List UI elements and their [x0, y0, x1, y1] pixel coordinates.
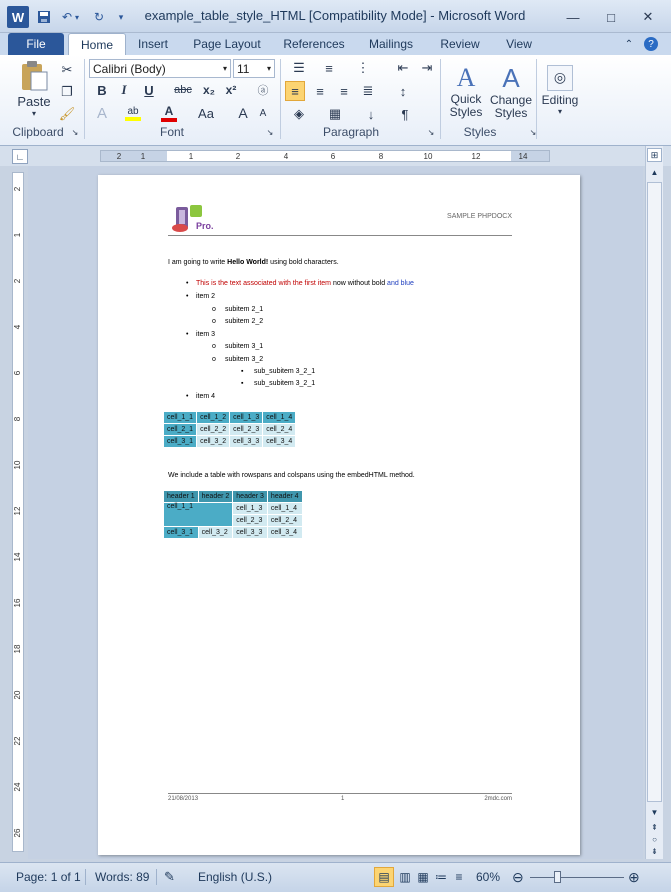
- customize-qat-icon[interactable]: ▾: [118, 11, 124, 22]
- paste-icon: [19, 60, 49, 92]
- show-formatting-icon[interactable]: ¶: [401, 106, 409, 122]
- table-row: [164, 527, 302, 538]
- draft-icon[interactable]: ≡: [455, 870, 463, 884]
- binoculars-icon: ◎: [547, 65, 573, 91]
- ruler-tick-label: 16: [13, 598, 22, 608]
- superscript-button[interactable]: x²: [225, 83, 237, 97]
- ruler-tick-label: 26: [13, 828, 22, 838]
- redo-icon[interactable]: ↻: [93, 10, 105, 24]
- copy-icon[interactable]: ❐: [61, 84, 73, 99]
- font-color-icon: A: [164, 104, 174, 118]
- group-separator: [536, 59, 537, 139]
- font-name-combo[interactable]: [89, 59, 231, 78]
- table-cell[interactable]: cell_3_3: [230, 436, 262, 447]
- circle-bullet-icon: o: [212, 318, 216, 325]
- ruler-tick-label: 20: [13, 690, 22, 700]
- table-header-cell[interactable]: header 2: [199, 491, 233, 502]
- document-page[interactable]: [98, 175, 580, 855]
- proofing-icon[interactable]: ✎: [164, 869, 175, 884]
- font-size-dropdown-icon: ▾: [266, 64, 271, 73]
- table-cell[interactable]: cell_1_3: [233, 503, 267, 514]
- group-label-clipboard: Clipboard: [12, 125, 64, 139]
- tab-references[interactable]: References: [283, 37, 345, 51]
- table-row: [164, 491, 302, 502]
- title-bar: [0, 0, 671, 33]
- quick-styles-label: Quick: [450, 92, 482, 106]
- square-bullet-icon: ▪: [241, 380, 244, 387]
- change-styles-icon: A: [502, 62, 520, 93]
- previous-page-icon[interactable]: ⇞: [651, 822, 658, 832]
- undo-dropdown-icon[interactable]: ▾: [74, 12, 79, 22]
- list-subitem: subitem 3_2: [225, 356, 264, 363]
- paste-button[interactable]: [14, 59, 54, 119]
- table-row: [164, 412, 295, 423]
- browse-object-icon[interactable]: ○: [652, 834, 657, 844]
- web-layout-icon[interactable]: ▦: [417, 870, 429, 884]
- word-app-icon[interactable]: W: [7, 6, 29, 28]
- print-layout-icon[interactable]: ▤: [374, 867, 394, 887]
- ruler-tick-label: 14: [518, 152, 528, 161]
- tab-home[interactable]: Home: [68, 33, 126, 55]
- change-styles-button[interactable]: [488, 57, 534, 125]
- group-label-font: Font: [159, 125, 184, 139]
- shrink-font-icon[interactable]: A: [259, 107, 267, 119]
- ruler-tick-label: 18: [13, 644, 22, 654]
- align-center-icon[interactable]: ≡: [316, 83, 324, 99]
- tab-file[interactable]: File: [8, 33, 64, 55]
- vertical-scrollbar[interactable]: [645, 146, 663, 859]
- outline-icon[interactable]: ≔: [435, 870, 447, 884]
- language-status[interactable]: English (U.S.): [198, 870, 273, 884]
- cut-icon[interactable]: ✂: [61, 62, 73, 77]
- footer-page-number: 1: [341, 796, 345, 802]
- change-styles-label-2: Styles: [494, 105, 528, 120]
- font-size-value: 11: [237, 61, 250, 76]
- window-title: example_table_style_HTML [Compatibility Mode] - Microsoft Word: [144, 8, 526, 23]
- group-separator: [440, 59, 441, 139]
- footer-site: 2mdc.com: [484, 796, 512, 802]
- tab-insert[interactable]: Insert: [137, 37, 168, 51]
- align-left-icon[interactable]: ≡: [285, 81, 305, 101]
- circle-bullet-icon: o: [212, 356, 216, 363]
- full-screen-reading-icon[interactable]: ▥: [399, 870, 411, 884]
- bullets-icon[interactable]: ☰: [293, 60, 305, 75]
- styles-launcher-icon[interactable]: ↘: [529, 127, 537, 137]
- save-icon[interactable]: [35, 8, 53, 26]
- shading-icon[interactable]: ◈: [294, 106, 304, 121]
- font-name-dropdown-icon: ▾: [222, 64, 227, 73]
- header-rule: [168, 235, 512, 236]
- editing-label: Editing: [541, 92, 579, 107]
- zoom-level[interactable]: 60%: [476, 870, 501, 884]
- tab-view[interactable]: View: [506, 37, 532, 51]
- list-subsubitem: sub_subitem 3_2_1: [254, 368, 316, 375]
- page-count-status[interactable]: Page: 1 of 1: [16, 870, 81, 884]
- zoom-in-icon[interactable]: ⊕: [628, 868, 640, 885]
- status-bar: [0, 862, 671, 892]
- table-cell[interactable]: cell_1_2: [197, 412, 229, 423]
- ruler-tick-label: 2: [13, 186, 22, 192]
- footer-date: 21/08/2013: [168, 796, 199, 802]
- clipboard-launcher-icon[interactable]: ↘: [71, 127, 79, 137]
- table-cell[interactable]: cell_3_1: [164, 436, 196, 447]
- zoom-slider-track[interactable]: [530, 877, 624, 878]
- group-label-paragraph: Paragraph: [322, 125, 380, 139]
- bullet-icon: •: [186, 280, 189, 287]
- table-2[interactable]: [163, 490, 303, 539]
- format-painter-icon[interactable]: 🖌: [58, 106, 76, 121]
- change-case-button[interactable]: Aa: [198, 105, 214, 121]
- list-subitem: subitem 3_1: [225, 343, 264, 350]
- table-row: [164, 503, 302, 514]
- ruler-tick-label: 2: [235, 152, 241, 161]
- circle-bullet-icon: o: [212, 343, 216, 350]
- maximize-icon[interactable]: □: [607, 9, 615, 25]
- ruler-tick-label: 1: [188, 152, 194, 161]
- ruler-tick-label: 2: [116, 152, 122, 161]
- editing-dropdown-icon: ▾: [557, 106, 562, 116]
- ruler-tick-label: 2: [13, 278, 22, 284]
- ruler-tick-label: 22: [13, 736, 22, 746]
- subscript-button[interactable]: x₂: [202, 83, 215, 97]
- quick-styles-button[interactable]: [446, 57, 486, 125]
- paragraph-launcher-icon[interactable]: ↘: [427, 127, 435, 137]
- quick-styles-icon: A: [456, 63, 476, 92]
- ruler-ticks: [101, 151, 551, 161]
- list-item-2: item 2: [196, 293, 216, 300]
- ruler-tick-label: 1: [13, 232, 22, 238]
- table-cell[interactable]: cell_1_3: [230, 412, 262, 423]
- list-item-4: item 4: [196, 393, 216, 400]
- highlight-button[interactable]: [122, 104, 144, 122]
- minimize-ribbon-icon[interactable]: ⌃: [624, 38, 634, 50]
- table-header-cell[interactable]: header 4: [268, 491, 302, 502]
- text-effects-icon[interactable]: A: [96, 104, 107, 122]
- align-right-icon[interactable]: ≡: [340, 83, 348, 99]
- list-item-1: This is the text associated with the first item now without bold and blue: [196, 280, 414, 287]
- zoom-out-icon[interactable]: ⊖: [512, 868, 524, 885]
- table-cell[interactable]: cell_3_4: [268, 527, 302, 538]
- undo-icon[interactable]: ↶: [61, 10, 73, 24]
- footer-rule: [168, 793, 512, 794]
- table-cell[interactable]: cell_3_1: [164, 527, 198, 538]
- embedhtml-paragraph: We include a table with rowspans and colspans using the embedHTML method.: [168, 472, 415, 479]
- table-1[interactable]: [163, 411, 296, 448]
- ruler-tick-label: 4: [13, 324, 22, 330]
- list-subitem: subitem 2_2: [225, 318, 264, 325]
- ruler-tick-label: 10: [13, 460, 22, 470]
- table-cell[interactable]: cell_3_4: [263, 436, 295, 447]
- table-cell[interactable]: cell_1_4: [263, 412, 295, 423]
- header-title: SAMPLE PHPDOCX: [447, 213, 512, 220]
- clear-formatting-icon[interactable]: ⓐ: [257, 85, 269, 97]
- table-cell[interactable]: cell_2_4: [263, 424, 295, 435]
- justify-icon[interactable]: ≣: [362, 83, 374, 98]
- font-name-value: Calibri (Body): [93, 61, 166, 76]
- group-separator: [280, 59, 281, 139]
- italic-button[interactable]: I: [121, 82, 127, 97]
- word-count-status[interactable]: Words: 89: [95, 870, 150, 884]
- ruler-tick-label: 10: [423, 152, 433, 161]
- grow-font-button[interactable]: A: [238, 105, 248, 121]
- vertical-ruler[interactable]: [12, 172, 24, 852]
- ruler-tick-label: 12: [13, 506, 22, 516]
- circle-bullet-icon: o: [212, 306, 216, 313]
- zoom-slider-thumb[interactable]: [554, 871, 561, 883]
- strikethrough-button[interactable]: abc: [174, 84, 192, 96]
- square-bullet-icon: ▪: [241, 368, 244, 375]
- table-header-cell[interactable]: header 3: [233, 491, 267, 502]
- table-cell[interactable]: cell_2_3: [230, 424, 262, 435]
- borders-icon[interactable]: ▦: [328, 106, 342, 121]
- minimize-icon[interactable]: —: [566, 9, 580, 25]
- table-cell[interactable]: cell_3_2: [197, 436, 229, 447]
- change-styles-label: Change: [489, 92, 533, 107]
- tab-selector-icon[interactable]: ∟: [12, 149, 28, 164]
- table-cell[interactable]: cell_2_4: [268, 515, 302, 526]
- scroll-thumb[interactable]: [647, 182, 662, 802]
- scroll-up-icon[interactable]: ▲: [650, 167, 659, 177]
- bullet-icon: •: [186, 393, 189, 400]
- table-header-cell[interactable]: header 1: [164, 491, 198, 502]
- bullet-icon: •: [186, 293, 189, 300]
- paste-dropdown-icon: ▾: [31, 109, 36, 118]
- ruler-tick-label: 4: [283, 152, 289, 161]
- intro-paragraph: I am going to write Hello World! using bold characters.: [168, 259, 339, 266]
- list-item-3: item 3: [196, 331, 216, 338]
- ruler-tick-label: 8: [378, 152, 384, 161]
- table-cell[interactable]: cell_3_2: [199, 527, 233, 538]
- table-row: [164, 424, 295, 435]
- increase-indent-icon[interactable]: ⇥: [421, 60, 433, 75]
- ribbon-tabs: [0, 33, 671, 55]
- font-color-button[interactable]: [158, 104, 180, 122]
- group-separator: [84, 59, 85, 139]
- line-spacing-icon[interactable]: ↕: [399, 83, 407, 99]
- ruler-tick-label: 8: [13, 416, 22, 422]
- ruler-tick-label: 24: [13, 782, 22, 792]
- list-subsubitem: sub_subitem 3_2_1: [254, 380, 316, 387]
- ruler-tick-label: 6: [330, 152, 336, 161]
- next-page-icon[interactable]: ⇟: [651, 846, 658, 856]
- highlight-icon: ab: [127, 105, 139, 117]
- table-cell[interactable]: cell_2_3: [233, 515, 267, 526]
- font-launcher-icon[interactable]: ↘: [266, 127, 274, 137]
- tab-review[interactable]: Review: [440, 37, 480, 51]
- table-cell[interactable]: cell_2_2: [197, 424, 229, 435]
- decrease-indent-icon[interactable]: ⇤: [397, 60, 409, 75]
- scroll-down-icon[interactable]: ▼: [650, 807, 659, 817]
- svg-text:Pro.: Pro.: [196, 221, 214, 231]
- tab-mailings[interactable]: Mailings: [368, 37, 413, 51]
- ruler-tick-label: 12: [471, 152, 481, 161]
- underline-button[interactable]: U: [144, 82, 154, 98]
- ruler-tick-label: 14: [13, 552, 22, 562]
- close-icon[interactable]: ✕: [642, 9, 654, 24]
- tab-page-layout[interactable]: Page Layout: [193, 37, 261, 51]
- bold-button[interactable]: B: [97, 82, 107, 98]
- horizontal-ruler[interactable]: [100, 150, 550, 162]
- bullet-icon: •: [186, 331, 189, 338]
- multilevel-list-icon[interactable]: ⋮: [356, 60, 370, 75]
- table-cell[interactable]: cell_3_3: [233, 527, 267, 538]
- table-row: [164, 436, 295, 447]
- ruler-tick-label: 1: [140, 152, 146, 161]
- phpdocx-logo: [170, 203, 216, 235]
- numbering-icon[interactable]: ≡: [325, 60, 333, 76]
- font-size-combo[interactable]: [233, 59, 275, 78]
- paste-label: Paste: [17, 94, 51, 109]
- view-ruler-icon[interactable]: ⊞: [647, 148, 662, 162]
- editing-button[interactable]: [540, 59, 580, 121]
- table-cell[interactable]: cell_1_1: [164, 412, 196, 423]
- quick-styles-label-2: Styles: [449, 105, 483, 119]
- help-icon[interactable]: ?: [642, 33, 660, 55]
- ruler-tick-label: 6: [13, 370, 22, 376]
- vruler-ticks: [13, 173, 23, 851]
- table-cell[interactable]: cell_1_4: [268, 503, 302, 514]
- sort-icon[interactable]: ↓: [367, 106, 375, 122]
- ribbon-home: [0, 55, 671, 146]
- group-label-styles: Styles: [463, 125, 497, 139]
- list-subitem: subitem 2_1: [225, 306, 264, 313]
- table-span-cell[interactable]: cell_1_1: [164, 503, 232, 526]
- table-cell[interactable]: cell_2_1: [164, 424, 196, 435]
